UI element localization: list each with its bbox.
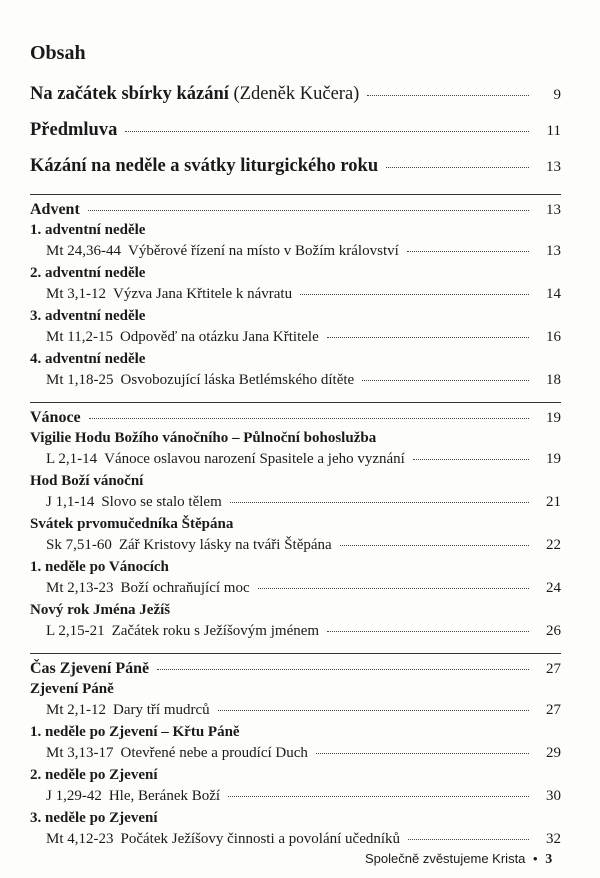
- liturgical-day: [30, 351, 561, 372]
- dot-leader: [327, 631, 529, 632]
- bible-reference: J 1,29-42: [46, 788, 102, 804]
- section-heading[interactable]: [30, 660, 561, 681]
- page-number: 18: [546, 372, 561, 388]
- sermon-title: Boží ochraňující moc: [120, 580, 250, 596]
- liturgical-day: [30, 602, 561, 623]
- sermon-label: [46, 702, 210, 719]
- toc-row-title: Na začátek sbírky kázání: [30, 84, 229, 104]
- page-number: 30: [546, 788, 561, 804]
- footer-book-title: Společně zvěstujeme Krista: [365, 851, 526, 866]
- sermon-title: Výběrové řízení na místo v Božím království: [128, 243, 399, 259]
- bible-reference: Mt 3,13-17: [46, 745, 114, 761]
- dot-leader: [258, 588, 529, 589]
- bible-reference: Mt 1,18-25: [46, 372, 114, 388]
- liturgical-day-label: Zjevení Páně: [30, 681, 114, 697]
- sermon-label: [46, 623, 319, 640]
- toc-row-label: [30, 120, 117, 141]
- section-rule: [30, 402, 561, 403]
- page-number: 26: [546, 623, 561, 639]
- toc-row[interactable]: [30, 120, 561, 156]
- spacer: [30, 394, 561, 400]
- toc-row[interactable]: [30, 84, 561, 120]
- dot-leader: [157, 669, 529, 670]
- liturgical-day-label: 2. neděle po Zjevení: [30, 767, 158, 783]
- liturgical-day: [30, 222, 561, 243]
- page-number: 13: [546, 159, 561, 175]
- sermon-title: Osvobozující láska Betlémského dítěte: [120, 372, 355, 388]
- dot-leader: [125, 131, 529, 132]
- spacer: [30, 645, 561, 651]
- sermon-entry[interactable]: [30, 451, 561, 473]
- dot-leader: [89, 418, 529, 419]
- page-number: 11: [546, 123, 561, 139]
- liturgical-day-label: 2. adventní neděle: [30, 265, 146, 281]
- dot-leader: [316, 753, 529, 754]
- liturgical-day: [30, 430, 561, 451]
- bible-reference: Mt 2,13-23: [46, 580, 114, 596]
- sermon-title: Vánoce oslavou narození Spasitele a jeho vyznání: [104, 451, 405, 467]
- sermon-title: Otevřené nebe a proudící Duch: [120, 745, 308, 761]
- dot-leader: [340, 545, 529, 546]
- section-title: Čas Zjevení Páně: [30, 660, 150, 677]
- liturgical-day-label: 3. neděle po Zjevení: [30, 810, 158, 826]
- bible-reference: L 2,1-14: [46, 451, 98, 467]
- liturgical-day: [30, 265, 561, 286]
- section-rule: [30, 194, 561, 195]
- liturgical-day-label: Nový rok Jména Ježíš: [30, 602, 171, 618]
- sermon-title: Odpověď na otázku Jana Křtitele: [119, 329, 319, 345]
- sermon-entry[interactable]: [30, 831, 561, 853]
- section-title: Advent: [30, 201, 80, 218]
- dot-leader: [408, 839, 529, 840]
- liturgical-day: [30, 767, 561, 788]
- sermon-label: [46, 745, 308, 762]
- sermon-label: [46, 788, 220, 805]
- sermon-entry[interactable]: [30, 702, 561, 724]
- liturgical-day-label: Hod Boží vánoční: [30, 473, 144, 489]
- bible-reference: Mt 11,2-15: [46, 329, 113, 345]
- page-number: 27: [546, 661, 561, 677]
- sermon-label: [46, 372, 354, 389]
- sermon-title: Začátek roku s Ježíšovým jménem: [111, 623, 320, 639]
- sermon-title: Slovo se stalo tělem: [101, 494, 222, 510]
- sermon-title: Výzva Jana Křtitele k návratu: [113, 286, 293, 302]
- liturgical-day-label: 3. adventní neděle: [30, 308, 146, 324]
- toc-row-author: (Zdeněk Kučera): [233, 84, 360, 104]
- bible-reference: Mt 3,1-12: [46, 286, 106, 302]
- sermon-label: [46, 329, 319, 346]
- page-number: 19: [546, 410, 561, 426]
- page-number: 21: [546, 494, 561, 510]
- toc-row[interactable]: [30, 156, 561, 192]
- page-number: 13: [546, 243, 561, 259]
- page-number: 29: [546, 745, 561, 761]
- dot-leader: [218, 710, 529, 711]
- sermon-title: Počátek Ježíšovy činnosti a povolání učedníků: [120, 831, 401, 847]
- sermon-label: [46, 831, 400, 848]
- dot-leader: [228, 796, 529, 797]
- page-number: 9: [553, 87, 561, 103]
- page-number: 14: [546, 286, 561, 302]
- toc-row-title: Kázání na neděle a svátky liturgického roku: [30, 156, 379, 176]
- sermon-label: [46, 494, 222, 511]
- liturgical-day: [30, 681, 561, 702]
- page-number: 32: [546, 831, 561, 847]
- liturgical-day-label: 1. adventní neděle: [30, 222, 146, 238]
- liturgical-day-label: 4. adventní neděle: [30, 351, 146, 367]
- sermon-entry[interactable]: [30, 286, 561, 308]
- liturgical-day-label: 1. neděle po Vánocích: [30, 559, 169, 575]
- dot-leader: [88, 210, 529, 211]
- sermon-entry[interactable]: [30, 580, 561, 602]
- bible-reference: Mt 4,12-23: [46, 831, 114, 847]
- liturgical-day: [30, 724, 561, 745]
- sermon-entry[interactable]: [30, 372, 561, 394]
- sermon-label: [46, 451, 405, 468]
- page-title: Obsah: [30, 42, 86, 64]
- page-number: 19: [546, 451, 561, 467]
- liturgical-day-label: Vigilie Hodu Božího vánočního – Půlnoční bohoslužba: [30, 430, 377, 446]
- toc-row-label: [30, 156, 378, 177]
- dot-leader: [407, 251, 529, 252]
- bible-reference: Mt 24,36-44: [46, 243, 121, 259]
- bible-reference: J 1,1-14: [46, 494, 95, 510]
- page-number: 27: [546, 702, 561, 718]
- section-heading[interactable]: [30, 201, 561, 222]
- sermon-title: Hle, Beránek Boží: [108, 788, 221, 804]
- bible-reference: Mt 2,1-12: [46, 702, 106, 718]
- sermon-title: Dary tří mudrců: [113, 702, 210, 718]
- page-number: 24: [546, 580, 561, 596]
- liturgical-day: [30, 559, 561, 580]
- section-title: Vánoce: [30, 409, 81, 426]
- page-footer: [365, 851, 552, 868]
- dot-leader: [300, 294, 529, 295]
- page-number: 16: [546, 329, 561, 345]
- liturgical-day: [30, 308, 561, 329]
- sermon-title: Zář Kristovy lásky na tváři Štěpána: [118, 537, 332, 553]
- footer-bullet: •: [533, 851, 538, 866]
- liturgical-day: [30, 516, 561, 537]
- sermon-entry[interactable]: [30, 329, 561, 351]
- section-heading[interactable]: [30, 409, 561, 430]
- page-number: 13: [546, 202, 561, 218]
- bible-reference: Sk 7,51-60: [46, 537, 112, 553]
- dot-leader: [327, 337, 529, 338]
- dot-leader: [367, 95, 529, 96]
- sermon-entry[interactable]: [30, 243, 561, 265]
- dot-leader: [362, 380, 529, 381]
- dot-leader: [386, 167, 529, 168]
- sermon-entry[interactable]: [30, 494, 561, 516]
- liturgical-day-label: Svátek prvomučedníka Štěpána: [30, 516, 234, 532]
- table-of-contents: [30, 84, 561, 853]
- sermon-entry[interactable]: [30, 623, 561, 645]
- footer-page-number: 3: [545, 852, 553, 867]
- liturgical-day: [30, 473, 561, 494]
- dot-leader: [230, 502, 529, 503]
- sermon-entry[interactable]: [30, 745, 561, 767]
- liturgical-day: [30, 810, 561, 831]
- dot-leader: [413, 459, 529, 460]
- bible-reference: L 2,15-21: [46, 623, 105, 639]
- page-number: 22: [546, 537, 561, 553]
- toc-row-title: Předmluva: [30, 120, 118, 140]
- section-rule: [30, 653, 561, 654]
- sermon-label: [46, 286, 292, 303]
- liturgical-day-label: 1. neděle po Zjevení – Křtu Páně: [30, 724, 240, 740]
- sermon-label: [46, 537, 332, 554]
- toc-row-label: [30, 84, 359, 105]
- sermon-label: [46, 243, 399, 260]
- sermon-entry[interactable]: [30, 537, 561, 559]
- sermon-entry[interactable]: [30, 788, 561, 810]
- sermon-label: [46, 580, 250, 597]
